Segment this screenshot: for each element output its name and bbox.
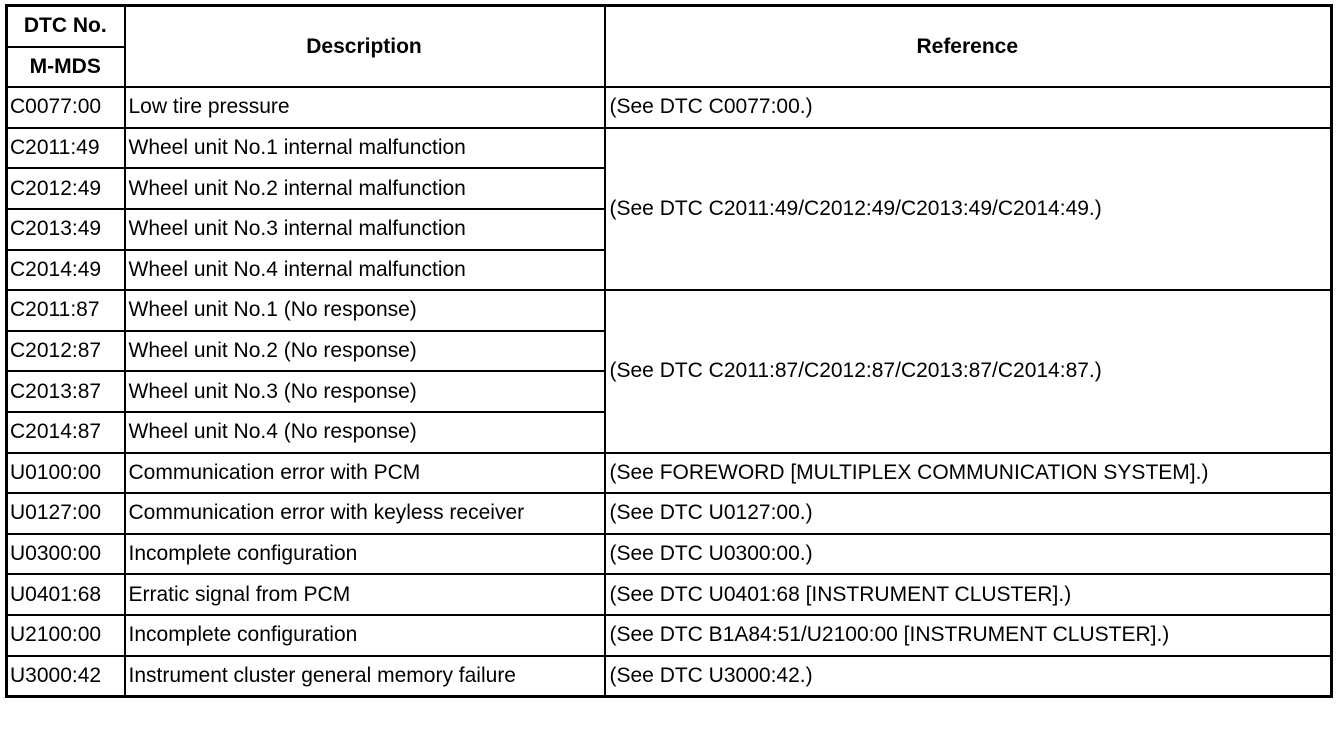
table-row (7, 656, 1332, 697)
dtc-code: C2011:87 (7, 290, 125, 331)
dtc-code: C2013:87 (7, 371, 125, 412)
dtc-code: C2012:49 (7, 168, 125, 209)
table-row (7, 534, 1332, 575)
dtc-description: Wheel unit No.1 internal malfunction (125, 128, 605, 169)
dtc-description: Incomplete configuration (125, 615, 605, 656)
dtc-reference: (See DTC U0401:68 [INSTRUMENT CLUSTER].) (605, 574, 1332, 615)
dtc-code: U0127:00 (7, 493, 125, 534)
dtc-reference: (See DTC B1A84:51/U2100:00 [INSTRUMENT CLUSTER].) (605, 615, 1332, 656)
dtc-code: U0401:68 (7, 574, 125, 615)
dtc-description: Wheel unit No.4 (No response) (125, 412, 605, 453)
dtc-reference: (See DTC U0300:00.) (605, 534, 1332, 575)
dtc-reference: (See DTC U0127:00.) (605, 493, 1332, 534)
dtc-code: U2100:00 (7, 615, 125, 656)
table-row (7, 128, 1332, 169)
header-reference: Reference (605, 6, 1332, 88)
dtc-code: U3000:42 (7, 656, 125, 697)
dtc-table (5, 4, 1333, 698)
dtc-code: U0300:00 (7, 534, 125, 575)
dtc-code: C2013:49 (7, 209, 125, 250)
dtc-reference: (See DTC U3000:42.) (605, 656, 1332, 697)
dtc-code: C2014:87 (7, 412, 125, 453)
dtc-description: Wheel unit No.3 (No response) (125, 371, 605, 412)
dtc-reference: (See DTC C2011:87/C2012:87/C2013:87/C2014:87.) (605, 290, 1332, 452)
dtc-code: C2011:49 (7, 128, 125, 169)
dtc-description: Incomplete configuration (125, 534, 605, 575)
dtc-code: U0100:00 (7, 453, 125, 494)
header-row (7, 6, 1332, 47)
dtc-description: Communication error with keyless receiver (125, 493, 605, 534)
dtc-table-container (5, 4, 1333, 698)
header-m-mds: M-MDS (7, 47, 125, 88)
dtc-description: Instrument cluster general memory failure (125, 656, 605, 697)
dtc-reference: (See FOREWORD [MULTIPLEX COMMUNICATION SYSTEM].) (605, 453, 1332, 494)
header-dtc-no: DTC No. (7, 6, 125, 47)
table-row (7, 290, 1332, 331)
table-row (7, 87, 1332, 128)
dtc-description: Wheel unit No.1 (No response) (125, 290, 605, 331)
table-row (7, 453, 1332, 494)
dtc-description: Low tire pressure (125, 87, 605, 128)
dtc-code: C2014:49 (7, 250, 125, 291)
dtc-description: Erratic signal from PCM (125, 574, 605, 615)
table-row (7, 615, 1332, 656)
dtc-description: Wheel unit No.2 (No response) (125, 331, 605, 372)
dtc-description: Wheel unit No.4 internal malfunction (125, 250, 605, 291)
table-row (7, 574, 1332, 615)
dtc-reference: (See DTC C0077:00.) (605, 87, 1332, 128)
dtc-code: C0077:00 (7, 87, 125, 128)
dtc-description: Wheel unit No.3 internal malfunction (125, 209, 605, 250)
dtc-description: Communication error with PCM (125, 453, 605, 494)
dtc-code: C2012:87 (7, 331, 125, 372)
table-row (7, 493, 1332, 534)
dtc-description: Wheel unit No.2 internal malfunction (125, 168, 605, 209)
dtc-reference: (See DTC C2011:49/C2012:49/C2013:49/C2014:49.) (605, 128, 1332, 290)
header-description: Description (125, 6, 605, 88)
